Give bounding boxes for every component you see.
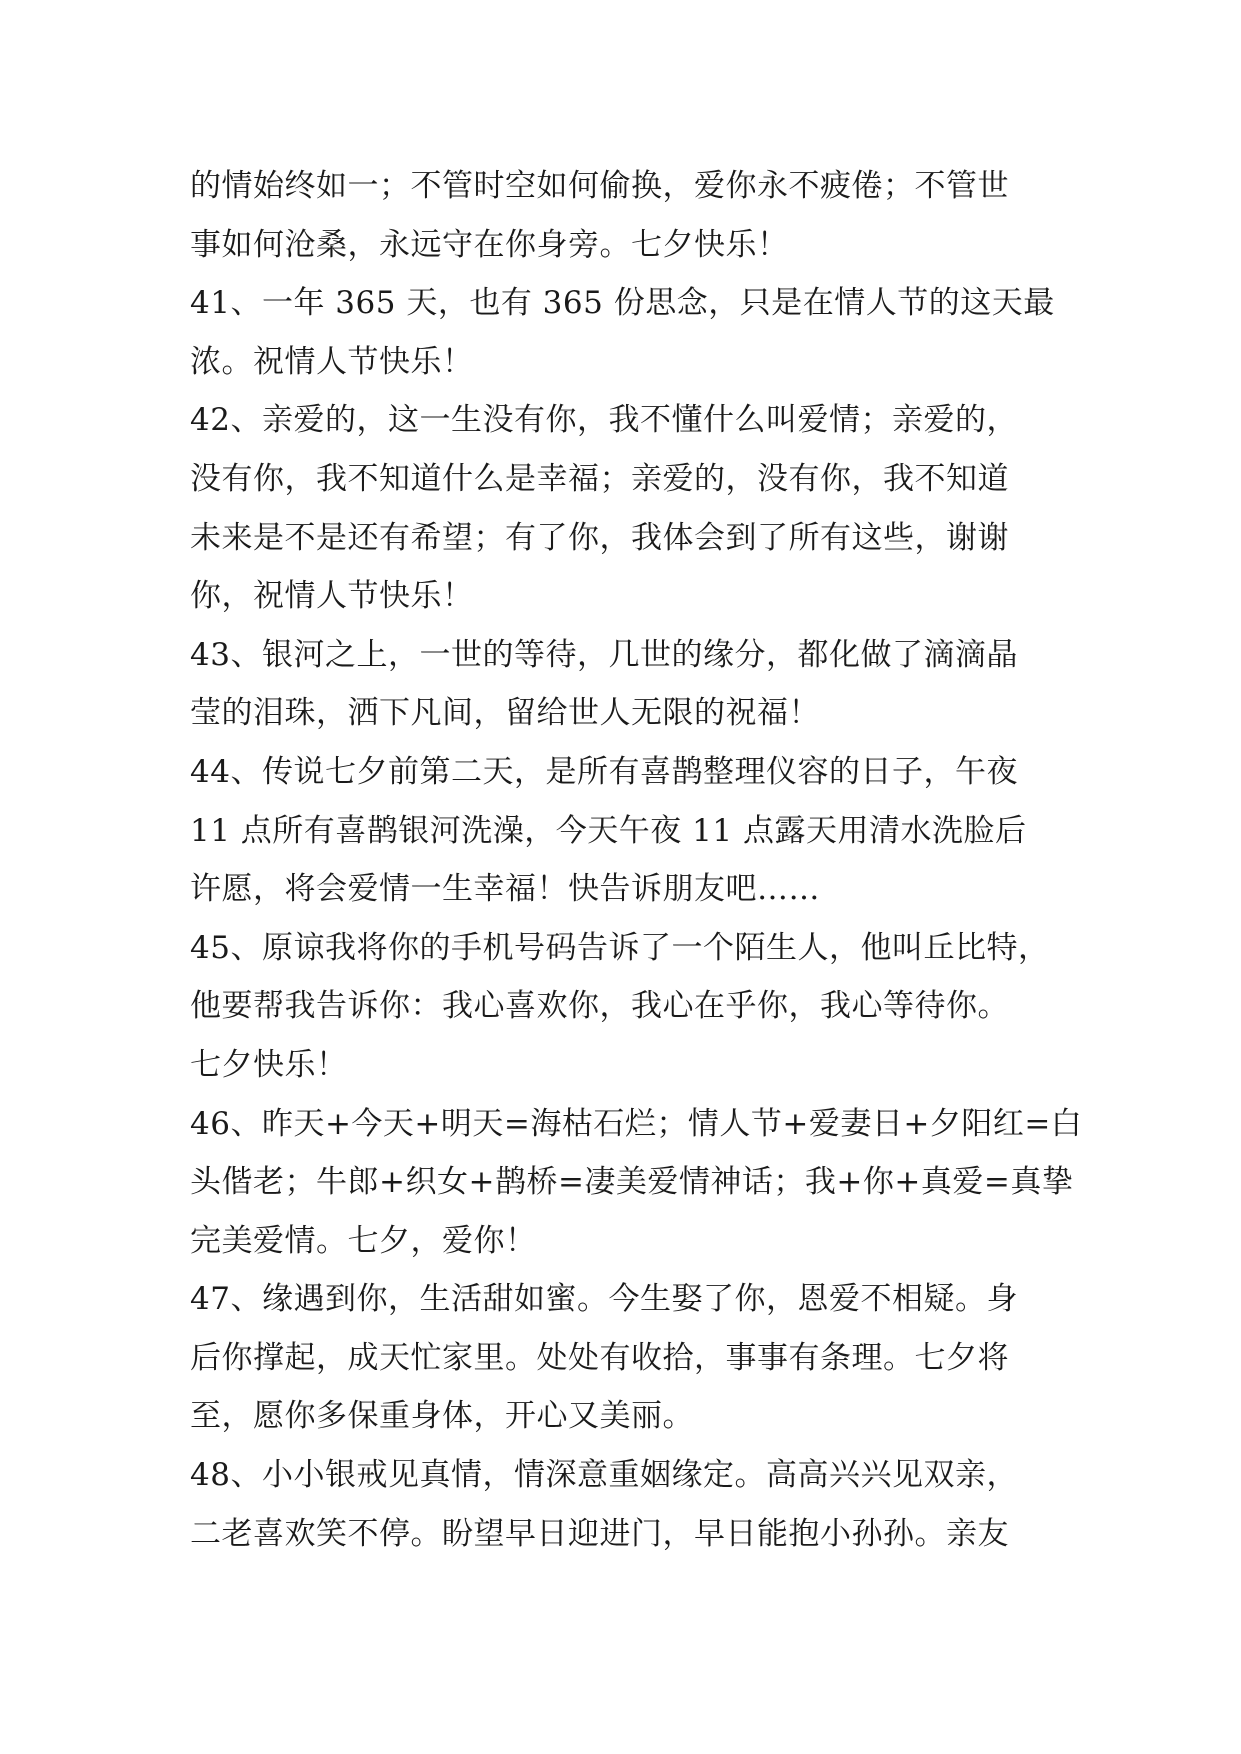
- text-line: 47、缘遇到你，生活甜如蜜。今生娶了你，恩爱不相疑。身: [190, 1281, 1018, 1318]
- text-line: 浓。祝情人节快乐！: [190, 343, 474, 380]
- text-line: 11 点所有喜鹊银河洗澡，今天午夜 11 点露天用清水洗脸后: [190, 812, 1027, 849]
- text-line: 七夕快乐！: [190, 1046, 348, 1083]
- text-line: 你，祝情人节快乐！: [190, 578, 474, 615]
- text-line: 的情始终如一；不管时空如何偷换，爱你永不疲倦；不管世: [190, 168, 1009, 204]
- text-line: 许愿，将会爱情一生幸福！快告诉朋友吧……: [190, 871, 820, 908]
- text-line: 没有你，我不知道什么是幸福；亲爱的，没有你，我不知道: [190, 460, 1009, 497]
- text-line: 48、小小银戒见真情，情深意重姻缘定。高高兴兴见双亲，: [190, 1457, 1018, 1494]
- text-line: 头偕老；牛郎+织女+鹊桥=凄美爱情神话；我+你+真爱=真挚: [190, 1164, 1074, 1201]
- text-line: 二老喜欢笑不停。盼望早日迎进门，早日能抱小孙孙。亲友: [190, 1515, 1009, 1552]
- text-line: 46、昨天+今天+明天=海枯石烂；情人节+爱妻日+夕阳红=白: [190, 1105, 1083, 1142]
- text-line: 44、传说七夕前第二天，是所有喜鹊整理仪容的日子，午夜: [190, 753, 1018, 790]
- text-line: 41、一年 365 天，也有 365 份思念，只是在情人节的这天最: [190, 285, 1055, 322]
- text-line: 事如何沧桑，永远守在你身旁。七夕快乐！: [190, 226, 789, 263]
- text-line: 45、原谅我将你的手机号码告诉了一个陌生人，他叫丘比特，: [190, 929, 1050, 966]
- text-line: 他要帮我告诉你：我心喜欢你，我心在乎你，我心等待你。: [190, 988, 1009, 1025]
- text-line: 莹的泪珠，洒下凡间，留给世人无限的祝福！: [190, 695, 820, 732]
- text-line: 后你撑起，成天忙家里。处处有收拾，事事有条理。七夕将: [190, 1339, 1009, 1376]
- text-line: 完美爱情。七夕，爱你！: [190, 1222, 537, 1259]
- text-line: 42、亲爱的，这一生没有你，我不懂什么叫爱情；亲爱的，: [190, 402, 1018, 439]
- text-line: 至，愿你多保重身体，开心又美丽。: [190, 1398, 694, 1435]
- body-text: [190, 157, 1083, 1563]
- text-line: 未来是不是还有希望；有了你，我体会到了所有这些，谢谢: [190, 519, 1009, 556]
- text-line: 43、银河之上，一世的等待，几世的缘分，都化做了滴滴晶: [190, 636, 1018, 673]
